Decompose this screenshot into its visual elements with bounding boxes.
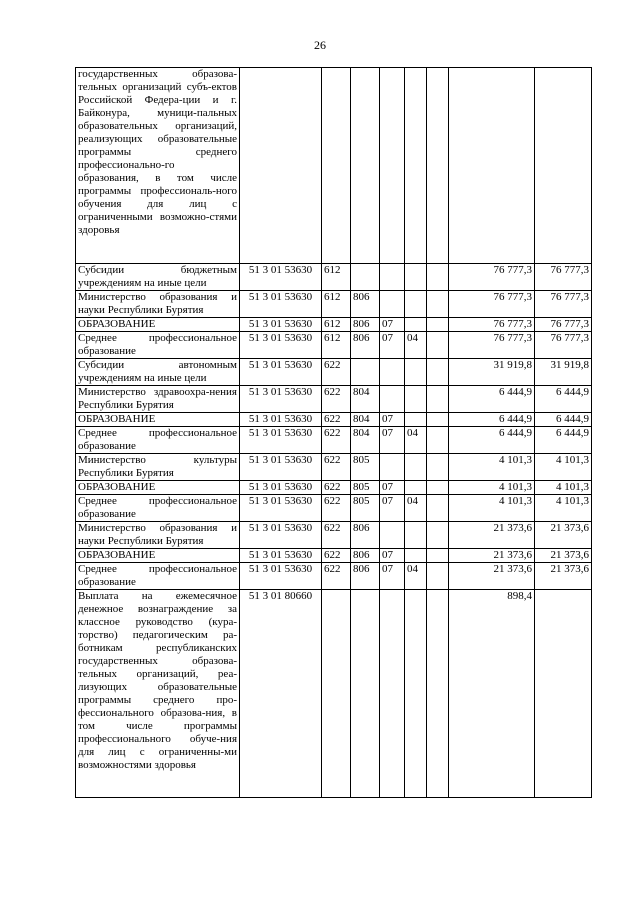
table-row bbox=[76, 413, 592, 427]
cell-name: Субсидии автономным учреждениям на иные цели bbox=[76, 359, 240, 386]
cell-sum-1: 21 373,6 bbox=[449, 549, 535, 563]
cell-pr bbox=[405, 549, 427, 563]
cell-pr bbox=[405, 413, 427, 427]
table-row bbox=[76, 386, 592, 413]
cell-pr: 04 bbox=[405, 563, 427, 590]
budget-table bbox=[75, 67, 592, 798]
cell-rz bbox=[380, 386, 405, 413]
cell-extra bbox=[427, 427, 449, 454]
cell-vr: 622 bbox=[322, 481, 351, 495]
cell-vr: 622 bbox=[322, 454, 351, 481]
cell-gr: 806 bbox=[351, 332, 380, 359]
cell-pr bbox=[405, 359, 427, 386]
cell-sum-1: 4 101,3 bbox=[449, 454, 535, 481]
cell-csr: 51 3 01 53630 bbox=[240, 495, 322, 522]
cell-sum-1: 21 373,6 bbox=[449, 522, 535, 549]
cell-vr: 622 bbox=[322, 549, 351, 563]
cell-csr: 51 3 01 53630 bbox=[240, 386, 322, 413]
cell-vr bbox=[322, 590, 351, 798]
cell-sum-1: 76 777,3 bbox=[449, 332, 535, 359]
cell-name: Субсидии бюджетным учреждениям на иные цели bbox=[76, 264, 240, 291]
cell-sum-1: 76 777,3 bbox=[449, 291, 535, 318]
table-row bbox=[76, 590, 592, 798]
cell-sum-2: 4 101,3 bbox=[535, 495, 592, 522]
cell-sum-2: 21 373,6 bbox=[535, 549, 592, 563]
cell-name: Министерство образования и науки Республики Бурятия bbox=[76, 522, 240, 549]
cell-vr: 622 bbox=[322, 563, 351, 590]
cell-csr: 51 3 01 53630 bbox=[240, 427, 322, 454]
cell-extra bbox=[427, 549, 449, 563]
table-row bbox=[76, 427, 592, 454]
table-row bbox=[76, 454, 592, 481]
cell-gr bbox=[351, 264, 380, 291]
table-row bbox=[76, 563, 592, 590]
cell-extra bbox=[427, 454, 449, 481]
cell-sum-1: 898,4 bbox=[449, 590, 535, 798]
cell-name: ОБРАЗОВАНИЕ bbox=[76, 318, 240, 332]
cell-extra bbox=[427, 68, 449, 264]
cell-name: Министерство образования и науки Республики Бурятия bbox=[76, 291, 240, 318]
cell-sum-1: 6 444,9 bbox=[449, 427, 535, 454]
cell-extra bbox=[427, 413, 449, 427]
cell-sum-1: 31 919,8 bbox=[449, 359, 535, 386]
cell-name: Среднее профессиональное образование bbox=[76, 495, 240, 522]
cell-rz: 07 bbox=[380, 427, 405, 454]
cell-rz: 07 bbox=[380, 495, 405, 522]
cell-sum-1: 76 777,3 bbox=[449, 318, 535, 332]
cell-sum-1: 4 101,3 bbox=[449, 481, 535, 495]
cell-rz bbox=[380, 264, 405, 291]
cell-sum-1: 6 444,9 bbox=[449, 386, 535, 413]
cell-gr bbox=[351, 590, 380, 798]
cell-rz: 07 bbox=[380, 563, 405, 590]
cell-extra bbox=[427, 291, 449, 318]
cell-extra bbox=[427, 590, 449, 798]
cell-extra bbox=[427, 386, 449, 413]
cell-gr: 805 bbox=[351, 481, 380, 495]
cell-gr: 806 bbox=[351, 318, 380, 332]
cell-sum-2: 76 777,3 bbox=[535, 318, 592, 332]
cell-gr: 806 bbox=[351, 522, 380, 549]
cell-vr: 612 bbox=[322, 291, 351, 318]
cell-extra bbox=[427, 318, 449, 332]
cell-pr bbox=[405, 481, 427, 495]
cell-csr: 51 3 01 53630 bbox=[240, 359, 322, 386]
cell-vr: 612 bbox=[322, 332, 351, 359]
table-row bbox=[76, 68, 592, 264]
cell-sum-2: 6 444,9 bbox=[535, 386, 592, 413]
cell-vr: 622 bbox=[322, 427, 351, 454]
cell-csr: 51 3 01 53630 bbox=[240, 454, 322, 481]
cell-pr bbox=[405, 454, 427, 481]
cell-rz bbox=[380, 68, 405, 264]
cell-vr: 622 bbox=[322, 495, 351, 522]
cell-gr bbox=[351, 68, 380, 264]
cell-csr: 51 3 01 80660 bbox=[240, 590, 322, 798]
cell-name: ОБРАЗОВАНИЕ bbox=[76, 413, 240, 427]
cell-extra bbox=[427, 495, 449, 522]
table-row bbox=[76, 332, 592, 359]
cell-extra bbox=[427, 359, 449, 386]
cell-sum-1: 4 101,3 bbox=[449, 495, 535, 522]
cell-vr: 622 bbox=[322, 386, 351, 413]
cell-pr bbox=[405, 264, 427, 291]
table-row bbox=[76, 522, 592, 549]
cell-pr bbox=[405, 590, 427, 798]
cell-name: Среднее профессиональное образование bbox=[76, 427, 240, 454]
cell-extra bbox=[427, 332, 449, 359]
cell-vr: 612 bbox=[322, 264, 351, 291]
cell-pr bbox=[405, 318, 427, 332]
cell-sum-2 bbox=[535, 68, 592, 264]
cell-gr: 804 bbox=[351, 413, 380, 427]
cell-extra bbox=[427, 522, 449, 549]
cell-name: Министерство здравоохра-нения Республики Бурятия bbox=[76, 386, 240, 413]
cell-name: Выплата на ежемесячное денежное вознаграждение за классное руководство (кура-торство) педагогическим ра-ботникам республиканских государственных образова-тельных организаций, реа-лизующих образовательные программы среднего про-фессионального образова-ния, в том числе программы профессионального обуче-ния для лиц с ограниченны-ми возможностями здоровья bbox=[76, 590, 240, 798]
cell-name: Среднее профессиональное образование bbox=[76, 332, 240, 359]
cell-gr: 806 bbox=[351, 563, 380, 590]
cell-pr bbox=[405, 68, 427, 264]
cell-sum-1: 76 777,3 bbox=[449, 264, 535, 291]
cell-pr: 04 bbox=[405, 427, 427, 454]
cell-pr: 04 bbox=[405, 332, 427, 359]
cell-sum-2: 76 777,3 bbox=[535, 291, 592, 318]
cell-vr: 622 bbox=[322, 359, 351, 386]
cell-sum-2: 31 919,8 bbox=[535, 359, 592, 386]
page-number: 26 bbox=[314, 38, 326, 52]
cell-gr: 806 bbox=[351, 291, 380, 318]
cell-rz: 07 bbox=[380, 413, 405, 427]
cell-csr: 51 3 01 53630 bbox=[240, 264, 322, 291]
cell-name: ОБРАЗОВАНИЕ bbox=[76, 481, 240, 495]
cell-vr bbox=[322, 68, 351, 264]
cell-pr bbox=[405, 386, 427, 413]
cell-gr: 806 bbox=[351, 549, 380, 563]
cell-sum-2 bbox=[535, 590, 592, 798]
table-row bbox=[76, 291, 592, 318]
cell-rz bbox=[380, 454, 405, 481]
cell-rz bbox=[380, 590, 405, 798]
cell-sum-1: 21 373,6 bbox=[449, 563, 535, 590]
cell-csr: 51 3 01 53630 bbox=[240, 413, 322, 427]
cell-pr bbox=[405, 291, 427, 318]
cell-rz: 07 bbox=[380, 318, 405, 332]
cell-pr bbox=[405, 522, 427, 549]
cell-extra bbox=[427, 563, 449, 590]
cell-name: Министерство культуры Республики Бурятия bbox=[76, 454, 240, 481]
cell-name: Среднее профессиональное образование bbox=[76, 563, 240, 590]
cell-csr: 51 3 01 53630 bbox=[240, 291, 322, 318]
cell-gr: 804 bbox=[351, 386, 380, 413]
cell-pr: 04 bbox=[405, 495, 427, 522]
cell-csr: 51 3 01 53630 bbox=[240, 563, 322, 590]
cell-rz bbox=[380, 359, 405, 386]
cell-gr bbox=[351, 359, 380, 386]
cell-vr: 612 bbox=[322, 318, 351, 332]
cell-sum-2: 6 444,9 bbox=[535, 427, 592, 454]
cell-vr: 622 bbox=[322, 413, 351, 427]
table-row bbox=[76, 318, 592, 332]
table-row bbox=[76, 481, 592, 495]
cell-gr: 805 bbox=[351, 495, 380, 522]
cell-sum-2: 21 373,6 bbox=[535, 522, 592, 549]
cell-rz bbox=[380, 291, 405, 318]
cell-rz: 07 bbox=[380, 549, 405, 563]
cell-rz bbox=[380, 522, 405, 549]
cell-rz: 07 bbox=[380, 481, 405, 495]
cell-sum-2: 4 101,3 bbox=[535, 454, 592, 481]
cell-sum-2: 21 373,6 bbox=[535, 563, 592, 590]
cell-sum-2: 76 777,3 bbox=[535, 332, 592, 359]
cell-extra bbox=[427, 481, 449, 495]
cell-gr: 804 bbox=[351, 427, 380, 454]
cell-csr: 51 3 01 53630 bbox=[240, 318, 322, 332]
cell-extra bbox=[427, 264, 449, 291]
cell-csr: 51 3 01 53630 bbox=[240, 522, 322, 549]
cell-sum-1: 6 444,9 bbox=[449, 413, 535, 427]
table-row bbox=[76, 495, 592, 522]
cell-sum-1 bbox=[449, 68, 535, 264]
cell-csr bbox=[240, 68, 322, 264]
table-row bbox=[76, 549, 592, 563]
table-row bbox=[76, 359, 592, 386]
cell-name: государственных образова-тельных организаций субъ-ектов Российской Федера-ции и г. Байконура, муници-пальных образовательных организаций, реализующих образовательные программы среднего профессионально-го образования, в том числе программы профессиональ-ного обучения для лиц с ограниченными возможно-стями здоровья bbox=[76, 68, 240, 264]
cell-csr: 51 3 01 53630 bbox=[240, 549, 322, 563]
cell-name: ОБРАЗОВАНИЕ bbox=[76, 549, 240, 563]
cell-vr: 622 bbox=[322, 522, 351, 549]
cell-sum-2: 4 101,3 bbox=[535, 481, 592, 495]
cell-sum-2: 6 444,9 bbox=[535, 413, 592, 427]
cell-gr: 805 bbox=[351, 454, 380, 481]
cell-sum-2: 76 777,3 bbox=[535, 264, 592, 291]
table-row bbox=[76, 264, 592, 291]
cell-rz: 07 bbox=[380, 332, 405, 359]
cell-csr: 51 3 01 53630 bbox=[240, 332, 322, 359]
cell-csr: 51 3 01 53630 bbox=[240, 481, 322, 495]
